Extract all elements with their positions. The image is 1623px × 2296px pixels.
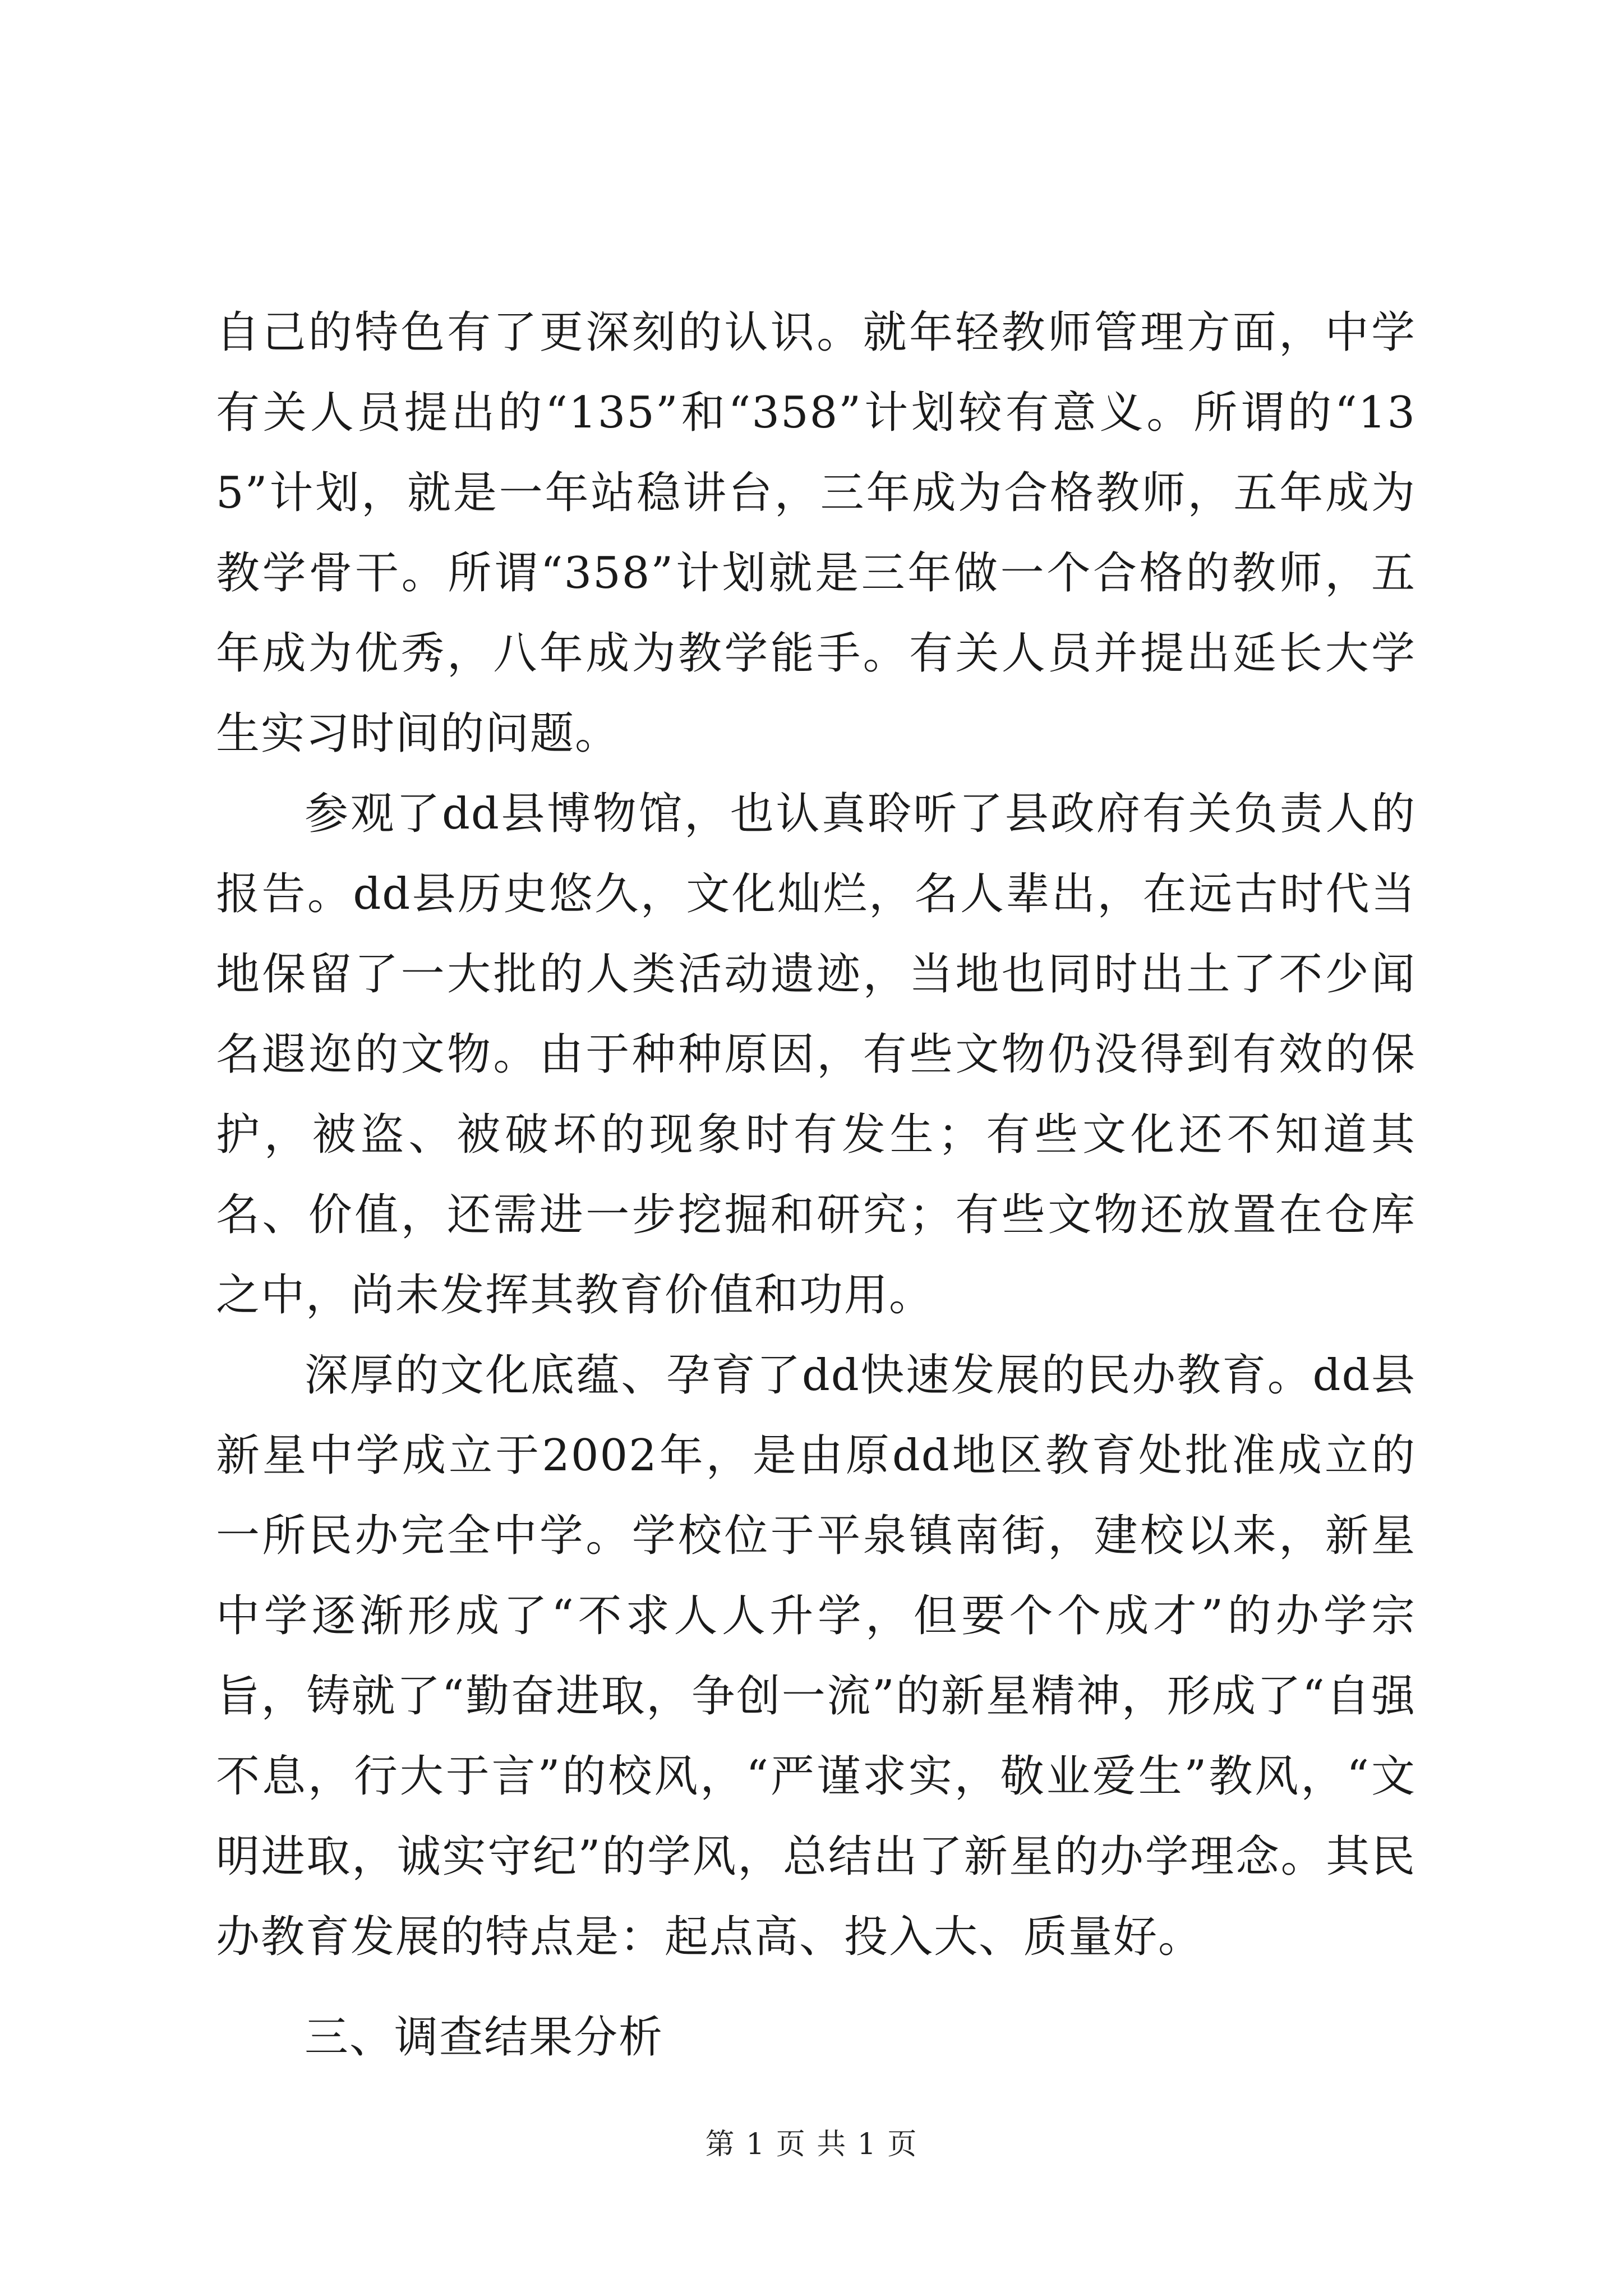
paragraph-private-education: 深厚的文化底蕴、孕育了dd快速发展的民办教育。dd县新星中学成立于2002年，是由原dd地区教育处批准成立的一所民办完全中学。学校位于平泉镇南街，建校以来，新星中学逐渐形成了“不求人人升学，但要个个成才”的办学宗旨，铸就了“勤奋进取，争创一流”的新星精神，形成了“自强不息，行大于言”的校风，“严谨求实，敬业爱生”教风，“文明进取，诚实守纪”的学风，总结出了新星的办学理念。其民办教育发展的特点是：起点高、投入大、质量好。 xyxy=(216,1350,1416,1962)
paragraph-museum-visit: 参观了dd县博物馆，也认真聆听了县政府有关负责人的报告。dd县历史悠久，文化灿烂，名人辈出，在远古时代当地保留了一大批的人类活动遗迹，当地也同时出土了不少闻名遐迩的文物。由于种种原因，有些文物仍没得到有效的保护，被盗、被破坏的现象时有发生；有些文化还不知道其名、价值，还需进一步挖掘和研究；有些文物还放置在仓库之中，尚未发挥其教育价值和功用。 xyxy=(216,789,1416,1320)
section-heading: 三、调查结果分析 xyxy=(305,2012,664,2063)
document-body xyxy=(216,293,1416,2078)
page-footer: 第 1 页 共 1 页 xyxy=(705,2128,918,2161)
paragraph-continuation: 自己的特色有了更深刻的认识。就年轻教师管理方面，中学有关人员提出的“135”和“358”计划较有意义。所谓的“135”计划，就是一年站稳讲台，三年成为合格教师，五年成为教学骨干。所谓“358”计划就是三年做一个合格的教师，五年成为优秀，八年成为教学能手。有关人员并提出延长大学生实习时间的问题。 xyxy=(216,307,1416,759)
